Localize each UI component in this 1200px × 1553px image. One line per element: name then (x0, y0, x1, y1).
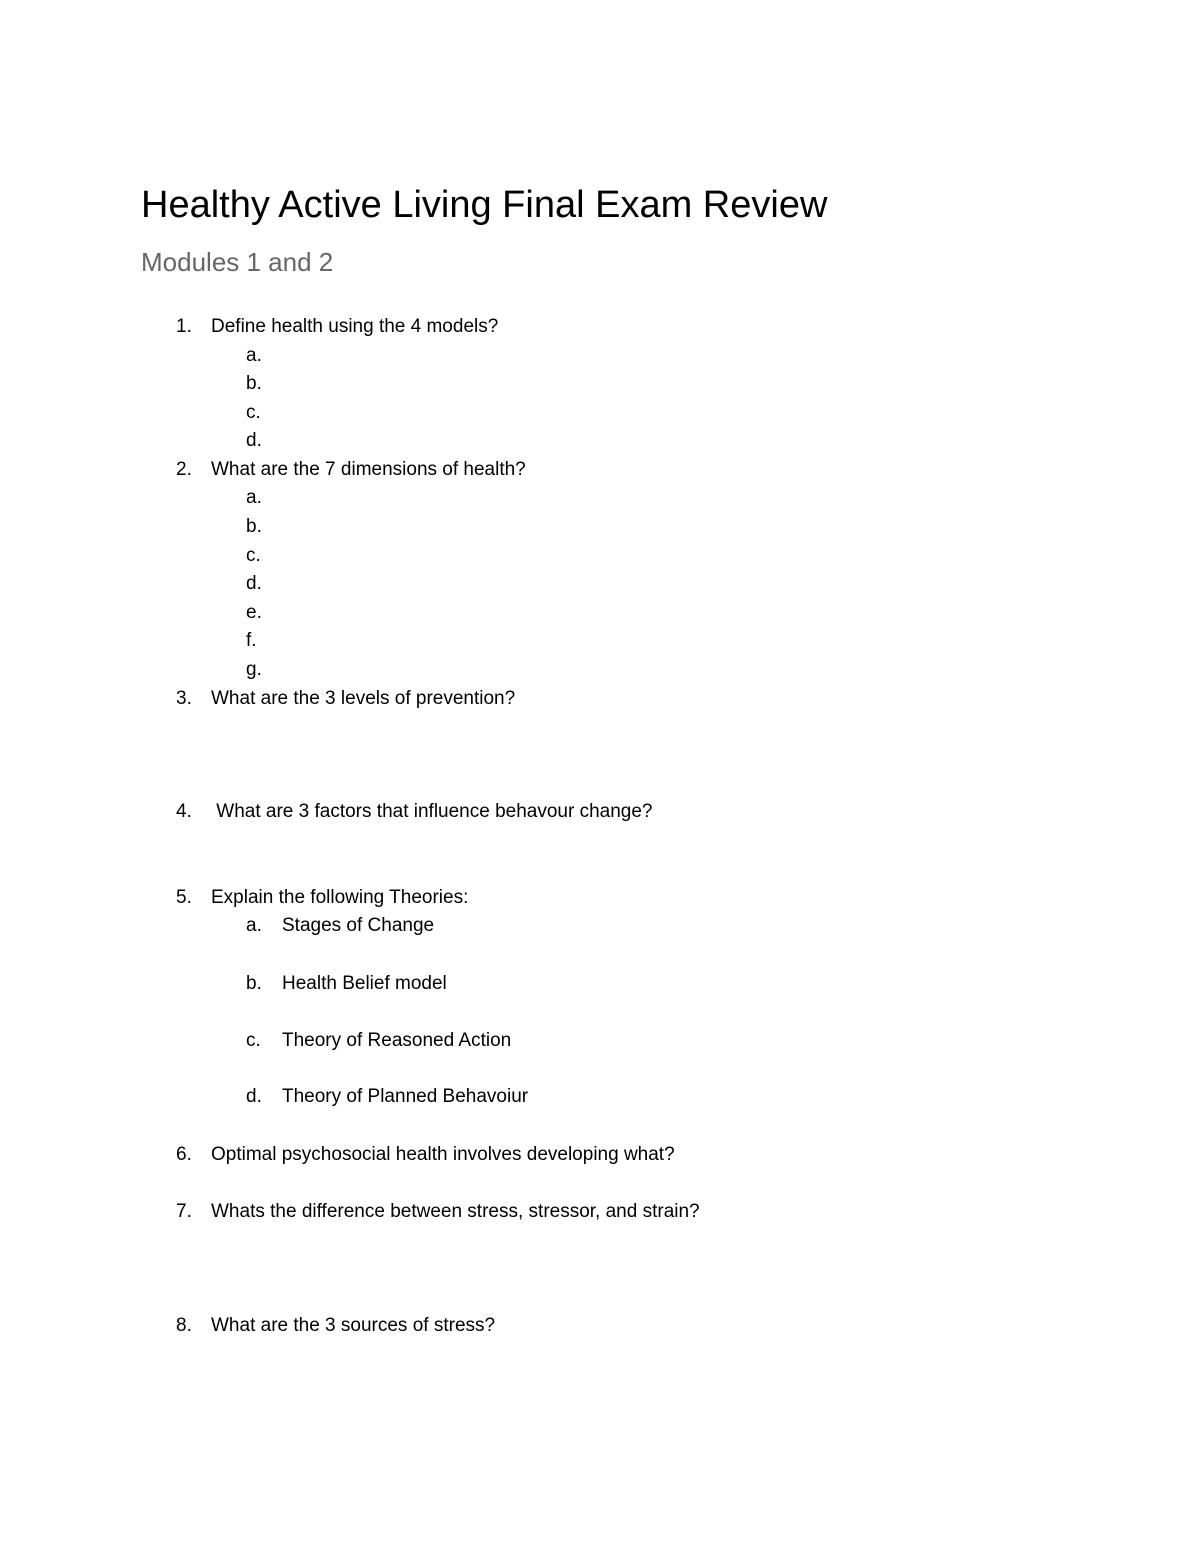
question-text: Explain the following Theories: (211, 887, 469, 908)
answer-marker: a. (246, 915, 262, 936)
answer-marker: b. (246, 373, 262, 394)
question-number: 6. (176, 1144, 192, 1165)
question-text: What are the 3 levels of prevention? (211, 688, 516, 709)
answer-marker: d. (246, 573, 262, 594)
answer-marker: a. (246, 487, 262, 508)
document-title: Healthy Active Living Final Exam Review (141, 184, 828, 226)
theory-item: Health Belief model (282, 973, 447, 994)
section-subtitle: Modules 1 and 2 (141, 247, 334, 277)
answer-marker: c. (246, 1030, 261, 1051)
answer-marker: c. (246, 402, 261, 423)
question-number: 1. (176, 316, 192, 337)
answer-marker: a. (246, 345, 262, 366)
question-text: Optimal psychosocial health involves developing what? (211, 1144, 675, 1165)
question-number: 8. (176, 1315, 192, 1336)
answer-marker: f. (246, 630, 257, 651)
question-text: What are the 7 dimensions of health? (211, 459, 526, 480)
question-number: 2. (176, 459, 192, 480)
question-number: 3. (176, 688, 192, 709)
theory-item: Stages of Change (282, 915, 435, 936)
answer-marker: d. (246, 1086, 262, 1107)
answer-marker: d. (246, 430, 262, 451)
question-text: Whats the difference between stress, stressor, and strain? (211, 1201, 700, 1222)
question-number: 7. (176, 1201, 192, 1222)
answer-marker: c. (246, 545, 261, 566)
question-text: What are 3 factors that influence behavour change? (211, 801, 653, 822)
question-number: 5. (176, 887, 192, 908)
theory-item: Theory of Planned Behavoiur (282, 1086, 529, 1107)
answer-marker: b. (246, 516, 262, 537)
question-number: 4. (176, 801, 192, 822)
answer-marker: b. (246, 973, 262, 994)
question-text: Define health using the 4 models? (211, 316, 499, 337)
answer-marker: e. (246, 602, 262, 623)
answer-marker: g. (246, 659, 262, 680)
theory-item: Theory of Reasoned Action (282, 1030, 512, 1051)
question-text: What are the 3 sources of stress? (211, 1315, 496, 1336)
